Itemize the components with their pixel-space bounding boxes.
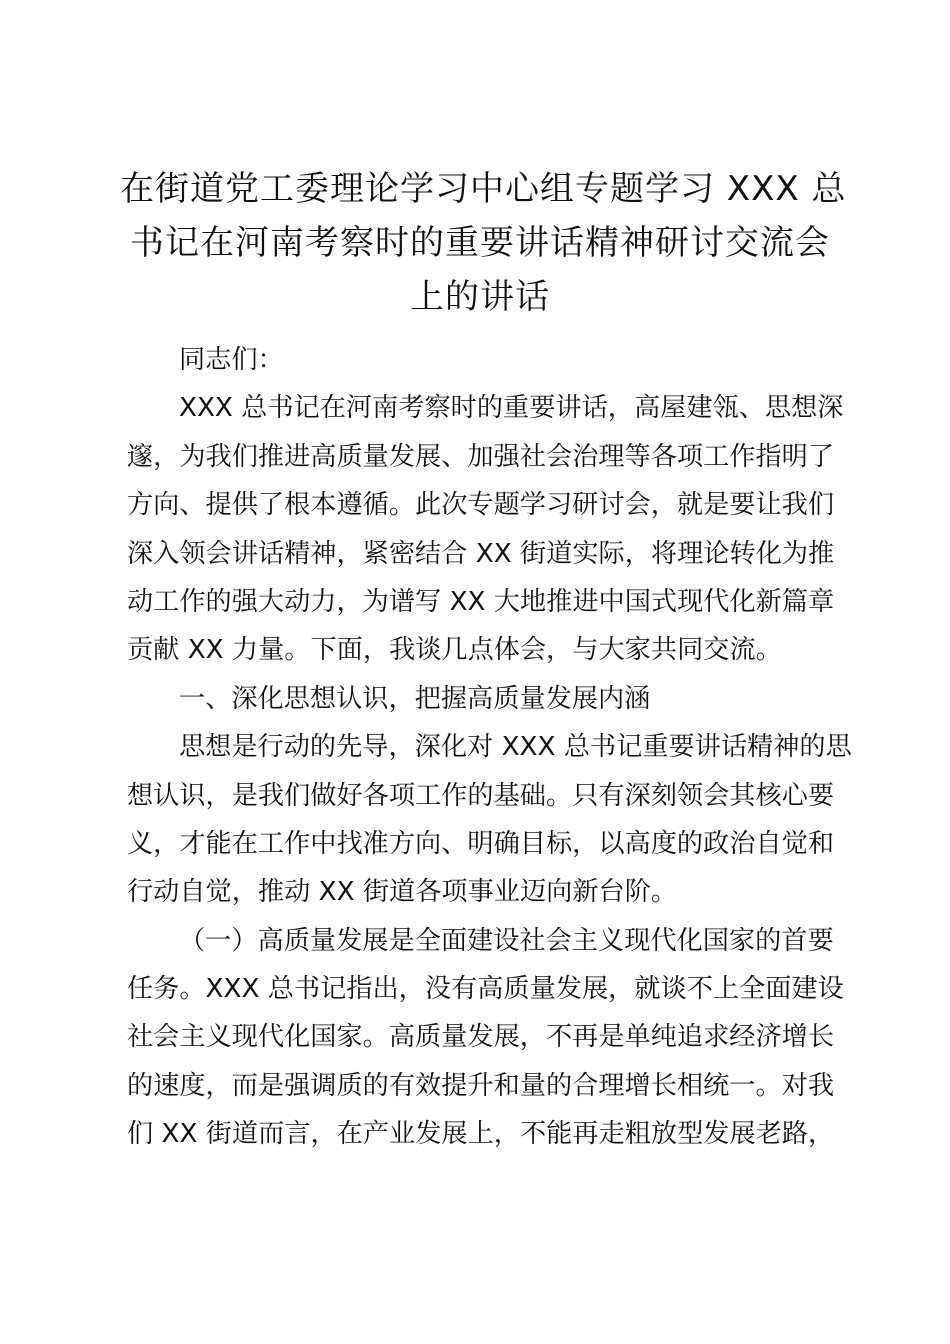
- document-body: [127, 336, 852, 1159]
- paragraph-line: 任务。XXX 总书记指出，没有高质量发展，就谈不上全面建设: [127, 974, 844, 1005]
- paragraph-line: 贡献 XX 力量。下面，我谈几点体会，与大家共同交流。: [127, 635, 782, 666]
- paragraph-section-1: [127, 723, 852, 917]
- paragraph-line: 深入领会讲话精神，紧密结合 XX 街道实际，将理论转化为推: [127, 538, 835, 569]
- title-line: 在街道党工委理论学习中心组专题学习 XXX 总: [120, 169, 847, 209]
- paragraph-line: （一）高质量发展是全面建设社会主义现代化国家的首要: [179, 925, 834, 956]
- paragraph-line: 思想是行动的先导，深化对 XXX 总书记重要讲话精神的思: [179, 732, 852, 763]
- title-line: 书记在河南考察时的重要讲话精神研讨交流会: [130, 223, 830, 263]
- paragraph-line: 们 XX 街道而言，在产业发展上，不能再走粗放型发展老路，: [127, 1119, 835, 1150]
- paragraph-line: 的速度，而是强调质的有效提升和量的合理增长相统一。对我: [127, 1070, 835, 1101]
- section-heading-1: [127, 675, 832, 723]
- paragraph-line: 义，才能在工作中找准方向、明确目标，以高度的政治自觉和: [127, 828, 835, 859]
- paragraph-line: 社会主义现代化国家。高质量发展，不再是单纯追求经济增长: [127, 1022, 835, 1053]
- paragraph-line: 想认识，是我们做好各项工作的基础。只有深刻领会其核心要: [127, 780, 835, 811]
- salutation: 同志们：: [179, 345, 284, 375]
- paragraph-line: XXX 总书记在河南考察时的重要讲话，高屋建瓴、思想深: [179, 393, 844, 424]
- title-line: 上的讲话: [410, 277, 550, 317]
- paragraph-line: 邃，为我们推进高质量发展、加强社会治理等各项工作指明了: [127, 441, 835, 472]
- paragraph-line: 动工作的强大动力，为谱写 XX 大地推进中国式现代化新篇章: [127, 586, 835, 617]
- section-heading: 一、深化思想认识，把握高质量发展内涵: [179, 683, 651, 714]
- paragraph-subsection-1: [127, 917, 844, 1159]
- document-title: [120, 162, 847, 324]
- paragraph-line: 方向、提供了根本遵循。此次专题学习研讨会，就是要让我们: [127, 490, 835, 521]
- paragraph-line: 行动自觉，推动 XX 街道各项事业迈向新台阶。: [127, 877, 678, 908]
- paragraph-intro: [127, 384, 844, 674]
